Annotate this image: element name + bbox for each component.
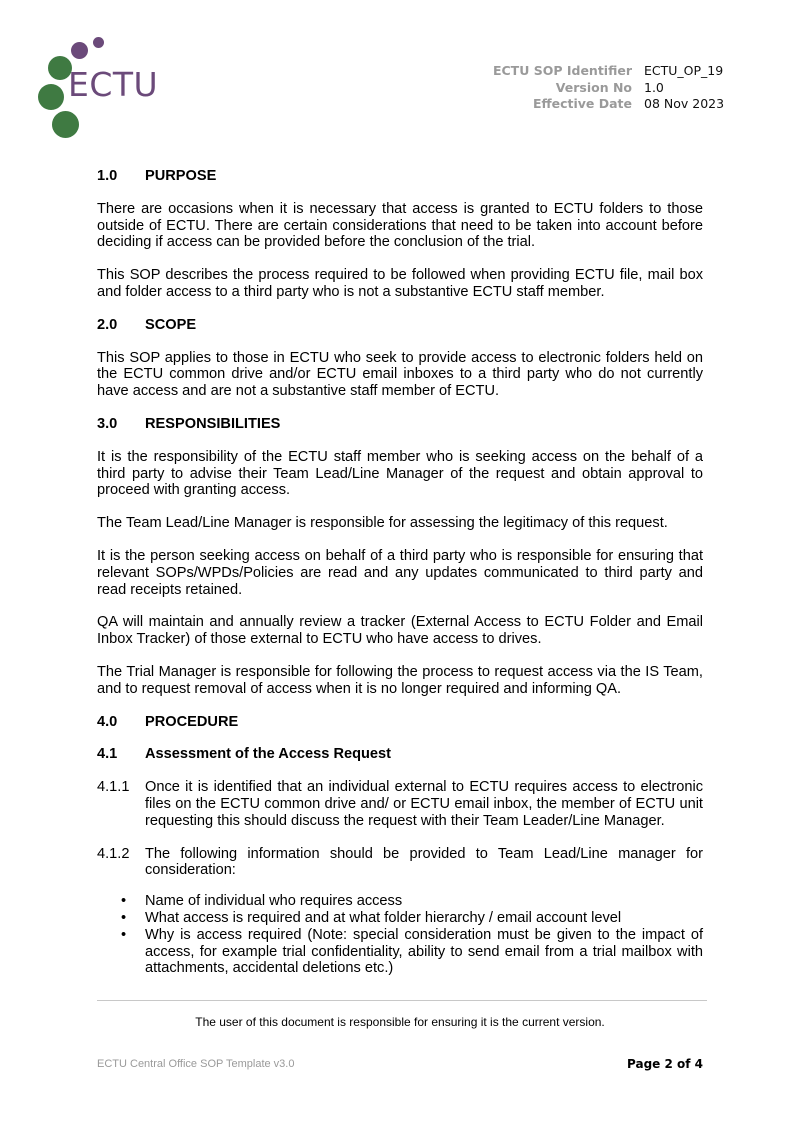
section-title: SCOPE bbox=[145, 316, 197, 333]
page-number: Page 2 of 4 bbox=[627, 1057, 703, 1071]
section-heading-procedure bbox=[97, 714, 703, 731]
subsection-number: 4.1 bbox=[97, 746, 118, 763]
list-item: • Why is access required (Note: special consideration must be given to the impact of access, for example trial confidentiality, ability to send email from a trial mailbox with attachments, accidental deletions etc.) bbox=[145, 927, 703, 977]
section-heading-responsibilities bbox=[97, 416, 703, 433]
meta-label: Effective Date bbox=[532, 96, 632, 111]
meta-row-version bbox=[470, 80, 730, 97]
footer-note: The user of this document is responsible for ensuring it is the current version. bbox=[195, 1015, 605, 1029]
item-text: The following information should be provided to Team Lead/Line manager for consideration: bbox=[145, 845, 703, 879]
template-version: ECTU Central Office SOP Template v3.0 bbox=[97, 1058, 295, 1070]
item-number: 4.1.1 bbox=[97, 779, 130, 796]
logo-dot bbox=[71, 42, 88, 59]
meta-row-effective-date bbox=[470, 96, 730, 113]
list-item: • Name of individual who requires access bbox=[145, 893, 703, 910]
meta-value: ECTU_OP_19 bbox=[644, 63, 724, 78]
meta-value: 1.0 bbox=[644, 79, 664, 95]
item-number: 4.1.2 bbox=[97, 845, 130, 862]
section-number: 3.0 bbox=[97, 415, 118, 432]
section-heading-scope bbox=[97, 317, 703, 334]
paragraph: There are occasions when it is necessary that access is granted to ECTU folders to those outside of ECTU. There are certain considerations that need to be taken into account before deciding if access can be provided before the conclusion of the trial. bbox=[97, 200, 703, 251]
logo-dot bbox=[38, 84, 64, 110]
meta-label: ECTU SOP Identifier bbox=[492, 63, 632, 78]
paragraph: This SOP describes the process required to be followed when providing ECTU file, mail box and folder access to a third party who is not a substantive ECTU staff member. bbox=[97, 267, 703, 300]
paragraph: QA will maintain and annually review a tracker (External Access to ECTU Folder and Email Inbox Tracker) of those external to ECTU who have access to drives. bbox=[97, 614, 703, 648]
document-body bbox=[97, 168, 703, 977]
logo-dot bbox=[52, 111, 79, 138]
meta-value: 08 Nov 2023 bbox=[644, 96, 725, 111]
paragraph: This SOP applies to those in ECTU who seek to provide access to electronic folders held on the ECTU common drive and/or ECTU email inboxes to a third party who do not currently have access and are not a substantive staff member of ECTU. bbox=[97, 349, 703, 400]
footer-divider bbox=[97, 1000, 707, 1001]
numbered-item bbox=[97, 779, 703, 829]
section-number: 2.0 bbox=[97, 316, 118, 333]
section-number: 4.0 bbox=[97, 713, 118, 730]
document-meta bbox=[470, 63, 730, 113]
section-number: 1.0 bbox=[97, 168, 118, 184]
paragraph: The Trial Manager is responsible for following the process to request access via the IS Team, and to request removal of access when it is no longer required and informing QA. bbox=[97, 663, 703, 697]
list-item: • What access is required and at what folder hierarchy / email account level bbox=[145, 910, 703, 927]
section-title: PURPOSE bbox=[145, 168, 217, 184]
subsection-heading bbox=[97, 746, 703, 763]
section-heading-purpose bbox=[97, 168, 703, 185]
meta-label: Version No bbox=[555, 79, 632, 95]
subsection-title: Assessment of the Access Request bbox=[145, 746, 392, 763]
section-title: PROCEDURE bbox=[145, 713, 239, 730]
paragraph: The Team Lead/Line Manager is responsible for assessing the legitimacy of this request. bbox=[97, 515, 668, 532]
logo-wordmark: ECTU bbox=[68, 65, 159, 104]
numbered-item bbox=[97, 846, 703, 880]
logo-dot bbox=[93, 37, 104, 48]
meta-row-identifier bbox=[470, 63, 730, 80]
paragraph: It is the person seeking access on behalf of a third party who is responsible for ensuring that relevant SOPs/WPDs/Policies are read and any updates communicated to third party and read receipts retained. bbox=[97, 547, 703, 598]
section-title: RESPONSIBILITIES bbox=[145, 415, 281, 432]
item-text: Once it is identified that an individual external to ECTU requires access to electronic files on the ECTU common drive and/ or ECTU email inbox, the member of ECTU unit requesting this should discuss the request with their Team Leader/Line Manager. bbox=[145, 779, 703, 829]
paragraph: It is the responsibility of the ECTU staff member who is seeking access on the behalf of a third party to advise their Team Lead/Line Manager of the request and obtain approval to proceed with granting access. bbox=[97, 448, 703, 499]
ectu-logo bbox=[36, 34, 166, 144]
bullet-list bbox=[97, 893, 703, 977]
